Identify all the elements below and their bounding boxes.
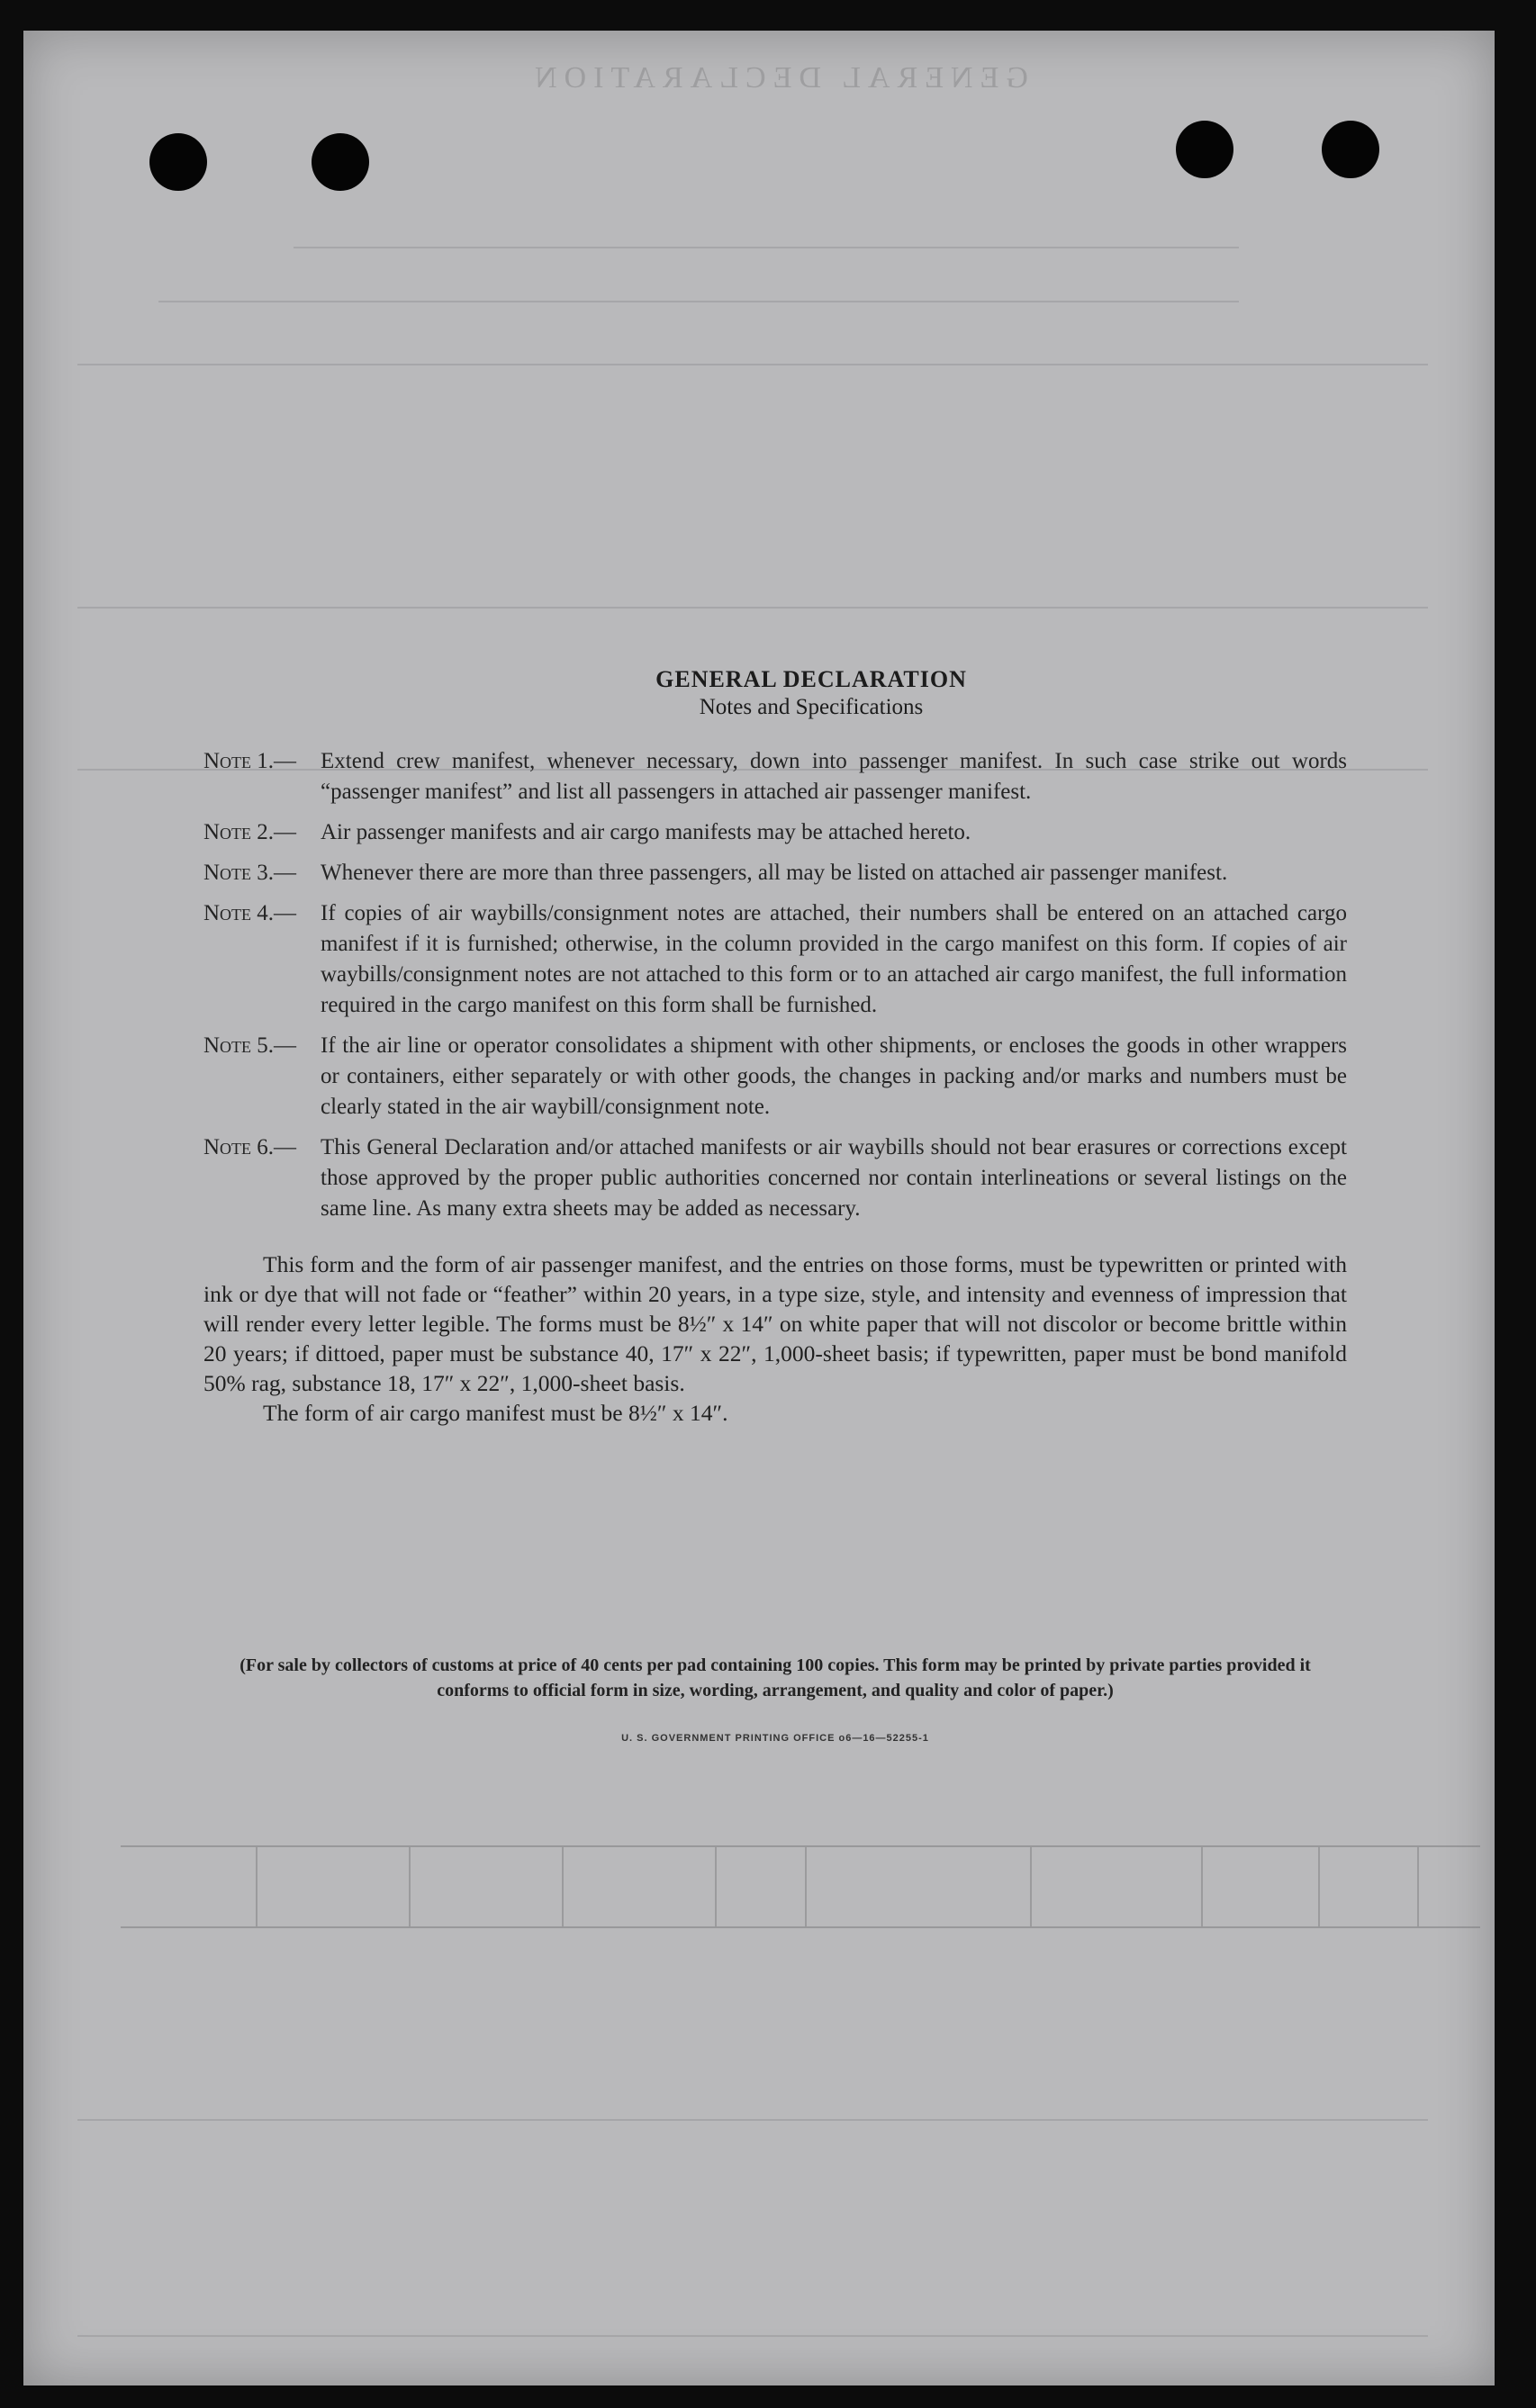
bleed-through [77,607,1428,609]
punch-hole [1322,121,1379,178]
note-label: Note 5.— [203,1033,297,1058]
note-label: Note 6.— [203,1135,297,1159]
bleed-through [121,1845,1480,1928]
note-label: Note 2.— [203,820,297,844]
punch-hole [312,133,369,191]
note-label: Note 3.— [203,861,297,885]
notes-section [203,666,1347,1428]
note-item [203,1132,1347,1224]
note-text: Air passenger manifests and air cargo manifests may be attached hereto. [321,820,971,844]
note-text: Whenever there are more than three passengers, all may be listed on attached air passenger manifest. [321,861,1228,885]
note-label: Note 4.— [203,901,297,925]
note-text: This General Declaration and/or attached manifests or air waybills should not bear erasures or corrections except those approved by the proper public authorities concerned nor contain interlineations or several listings on the same line. As many extra sheets may be added as necessary. [321,1135,1347,1221]
page-subtitle: Notes and Specifications [699,695,924,719]
note-item [203,817,1347,848]
note-item [203,898,1347,1021]
note-text: If copies of air waybills/consignment notes are attached, their numbers shall be entered on an attached cargo manifest if it is furnished; otherwise, in the column provided in the cargo manifest on this form. If copies of air waybills/consignment notes are not attached to this form or to an attached air cargo manifest, the full information required in the cargo manifest on this form shall be furnished. [321,901,1347,1017]
note-text: If the air line or operator consolidates a shipment with other shipments, or encloses the goods in other wrappers or containers, either separately or with other goods, the changes in packing and/or marks and numbers must be clearly stated in the air waybill/consignment note. [321,1033,1347,1119]
bleed-through [158,301,1239,302]
note-item [203,858,1347,888]
note-item [203,746,1347,807]
note-label: Note 1.— [203,749,297,773]
punch-hole [149,133,207,191]
sale-notice: (For sale by collectors of customs at price of 40 cents per pad containing 100 copies. This form may be printed by private parties provided it conforms to official form in size, wording, arrangement, and quality and color of paper.) [239,1655,1311,1700]
form-specification-paragraph: This form and the form of air passenger manifest, and the entries on those forms, must be typewritten or printed with ink or dye that will not fade or “feather” within 20 years, in a type size, style, and intensity and evenness of impression that will render every letter legible. The forms must be 8½″ x 14″ on white paper that will not discolor or become brittle within 20 years; if dittoed, paper must be substance 40, 17″ x 22″, 1,000-sheet basis; if typewritten, paper must be bond manifold 50% rag, substance 18, 17″ x 22″, 1,000-sheet basis. [203,1251,1347,1396]
printer-imprint: U. S. GOVERNMENT PRINTING OFFICE o6—16—52255-1 [621,1733,929,1744]
bleed-through [294,247,1239,248]
punch-hole [1176,121,1233,178]
page-title: GENERAL DECLARATION [655,666,967,692]
bleed-through: GENERAL DECLARATION [528,61,1028,95]
note-text: Extend crew manifest, whenever necessary, down into passenger manifest. In such case strike out words “passenger manifest” and list all passengers in attached air passenger manifest. [321,749,1347,804]
bleed-through [77,364,1428,365]
bleed-through [77,2119,1428,2121]
cargo-manifest-size-note: The form of air cargo manifest must be 8½″ x 14″. [263,1400,728,1426]
bleed-through [77,2335,1428,2337]
note-item [203,1031,1347,1123]
